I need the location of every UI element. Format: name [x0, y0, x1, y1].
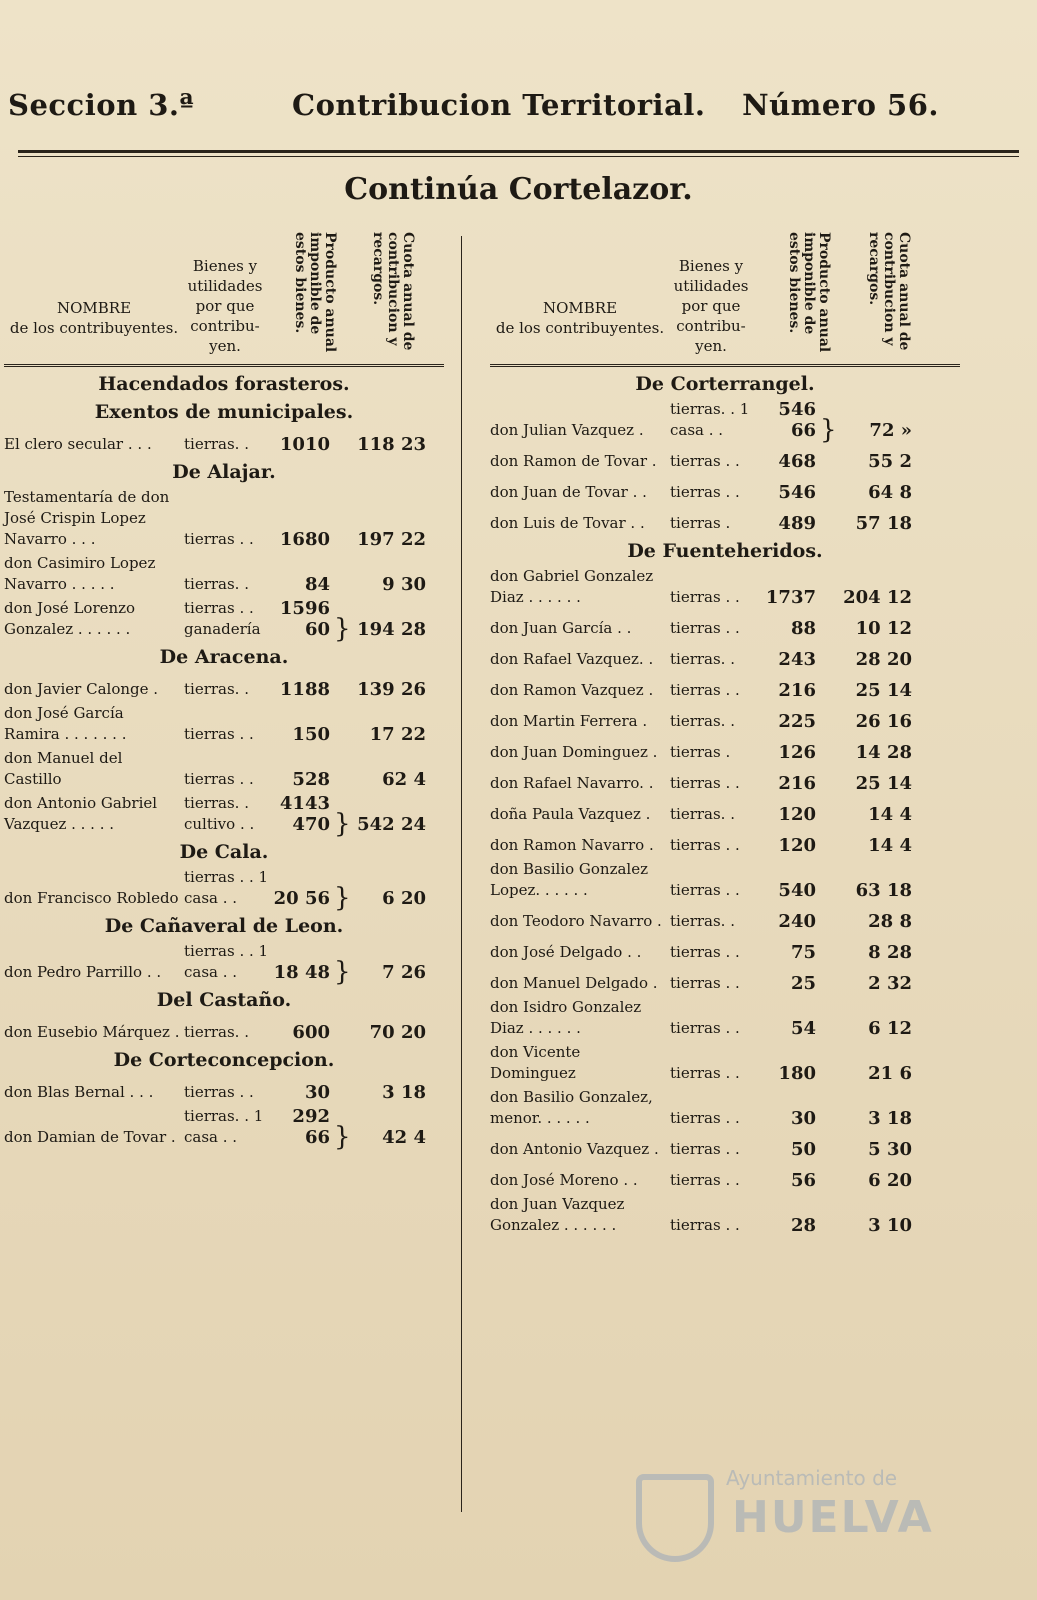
contributor-name: don Casimiro Lopez Navarro . . . . . [4, 554, 156, 593]
annual-product: 120 [778, 835, 816, 856]
table-row [490, 506, 960, 534]
watermark-line1: Ayuntamiento de [726, 1466, 898, 1490]
annual-product: 75 [790, 942, 816, 963]
annual-product: 56 [790, 1170, 816, 1191]
left-column [4, 232, 444, 1151]
contributor-name: don Francisco Robledo [4, 889, 179, 907]
annual-product: 150 [292, 724, 330, 745]
header-cuota: Cuota anual de contribucion y recargos. [370, 232, 416, 351]
contributor-name: don Juan Dominguez . [490, 743, 658, 761]
contributor-name: don Ramon Navarro . [490, 836, 654, 854]
annual-product: 292 66 [292, 1106, 330, 1148]
header-producto: Producto anual imponible de estos bienes. [292, 232, 338, 353]
property-type: tierras . . [184, 530, 254, 548]
header-bienes-line: contribu- [676, 317, 746, 335]
annual-product: 240 [778, 911, 816, 932]
contributor-name: don Ramon de Tovar . [490, 452, 657, 470]
contributor-name: don Damian de Tovar . [4, 1128, 176, 1146]
contributor-name: don Blas Bernal . . . [4, 1083, 154, 1101]
property-type: tierras. . [184, 435, 249, 453]
column-divider [461, 236, 462, 1512]
contributor-name: don Pedro Parrillo . . [4, 963, 162, 981]
header-rule [18, 150, 1019, 153]
property-type: tierras . . [670, 681, 740, 699]
annual-quota: 10 12 [855, 618, 912, 639]
contributor-name: don Gabriel Gonzalez Diaz . . . . . . [490, 567, 654, 606]
header-bienes-line: utilidades [187, 277, 263, 295]
contributor-name: don José Delgado . . [490, 943, 642, 961]
table-row [490, 1087, 960, 1129]
annual-product: 4143 470 [279, 793, 330, 835]
annual-quota: 3 18 [382, 1082, 426, 1103]
contributor-name: don Javier Calonge . [4, 680, 159, 698]
table-row [490, 475, 960, 503]
annual-quota: 62 4 [382, 769, 426, 790]
property-type: tierras . . [670, 1140, 740, 1158]
contributor-name: don José García Ramira . . . . . . . [4, 704, 127, 743]
brace: } [334, 614, 351, 644]
table-row [490, 1163, 960, 1191]
property-type: tierras . . [670, 1064, 740, 1082]
property-type: tierras . [670, 743, 731, 761]
table-row [490, 766, 960, 794]
annual-quota: 6 12 [868, 1018, 912, 1039]
annual-quota: 197 22 [357, 529, 426, 550]
contributor-name: don Luis de Tovar . . [490, 514, 645, 532]
right-rows [490, 373, 960, 1236]
shield-icon [636, 1474, 714, 1562]
place-heading: De Cala. [179, 841, 269, 863]
annual-quota: 72 » [869, 420, 912, 441]
annual-quota: 64 8 [868, 482, 912, 503]
page-title: Continúa Cortelazor. [344, 172, 693, 207]
annual-quota: 25 14 [855, 773, 912, 794]
place-heading: Exentos de municipales. [94, 401, 354, 423]
section-heading: Seccion 3.ª [8, 88, 195, 122]
annual-product: 28 [790, 1215, 816, 1236]
annual-product: 25 [790, 973, 816, 994]
property-type: tierras . . 1 casa . . [184, 942, 269, 981]
table-row [490, 642, 960, 670]
annual-quota: 118 23 [357, 434, 426, 455]
annual-product: 600 [292, 1022, 330, 1043]
annual-quota: 139 26 [357, 679, 426, 700]
table-row [4, 598, 444, 644]
table-row [490, 904, 960, 932]
header-rule-thin [18, 156, 1019, 157]
annual-product: 1596 60 [279, 598, 330, 640]
annual-product: 489 [778, 513, 816, 534]
table-row [490, 735, 960, 763]
table-row [4, 672, 444, 700]
table-row [490, 997, 960, 1039]
brace: } [334, 809, 351, 839]
property-type: tierras . . [670, 1109, 740, 1127]
left-rows [4, 373, 444, 1152]
contributor-name: don Rafael Navarro. . [490, 774, 654, 792]
annual-quota: 28 20 [855, 649, 912, 670]
property-type: tierras. . 1 casa . . [184, 1107, 264, 1146]
table-row [490, 673, 960, 701]
table-row [490, 444, 960, 472]
contributor-name: don Ramon Vazquez . [490, 681, 654, 699]
brace: } [820, 415, 837, 445]
annual-product: 216 [778, 773, 816, 794]
header-name-line2: de los contribuyentes. [495, 319, 665, 337]
annual-quota: 26 16 [855, 711, 912, 732]
annual-quota: 9 30 [382, 574, 426, 595]
annual-product: 120 [778, 804, 816, 825]
place-heading: Del Castaño. [156, 989, 292, 1011]
annual-product: 540 [778, 880, 816, 901]
property-type: tierras. . [184, 575, 249, 593]
annual-quota: 14 4 [868, 804, 912, 825]
contributor-name: don Antonio Vazquez . [490, 1140, 659, 1158]
property-type: tierras . . [670, 452, 740, 470]
place-heading: Hacendados forasteros. [98, 373, 350, 395]
annual-quota: 6 20 [382, 888, 426, 909]
property-type: tierras . . [184, 770, 254, 788]
annual-product: 50 [790, 1139, 816, 1160]
annual-quota: 57 18 [855, 513, 912, 534]
property-type: tierras. . [670, 912, 735, 930]
header-bienes-line: contribu- [190, 317, 260, 335]
annual-product: 546 66 [778, 399, 816, 441]
table-row [4, 427, 444, 455]
contributor-name: doña Paula Vazquez . [490, 805, 651, 823]
annual-product: 468 [778, 451, 816, 472]
property-type: tierras . . [184, 1083, 254, 1101]
table-row [490, 828, 960, 856]
table-row [4, 793, 444, 839]
table-row [490, 399, 960, 445]
property-type: tierras . . [670, 974, 740, 992]
contributor-name: El clero secular . . . [4, 435, 152, 453]
property-type: tierras . . [670, 1171, 740, 1189]
annual-product: 1188 [279, 679, 330, 700]
header-bienes-line: Bienes y [678, 257, 744, 275]
annual-product: 243 [778, 649, 816, 670]
contributor-name: don Basilio Gonzalez, menor. . . . . . [490, 1088, 653, 1127]
property-type: tierras. . [184, 680, 249, 698]
annual-product: 30 [304, 1082, 330, 1103]
header-bienes-line: por que [195, 297, 255, 315]
contributor-name: don Manuel del Castillo [4, 749, 123, 788]
property-type: tierras . [670, 514, 731, 532]
header-bienes-line: yen. [695, 337, 727, 355]
annual-quota: 7 26 [382, 962, 426, 983]
annual-product: 1010 [279, 434, 330, 455]
table-header [490, 232, 960, 367]
annual-quota: 2 32 [868, 973, 912, 994]
table-row [4, 1106, 444, 1152]
header-name-line1: NOMBRE [542, 299, 618, 317]
annual-product: 30 [790, 1108, 816, 1129]
contributor-name: don Martin Ferrera . [490, 712, 648, 730]
annual-quota: 63 18 [855, 880, 912, 901]
property-type: tierras . . [670, 774, 740, 792]
property-type: tierras . . [184, 725, 254, 743]
annual-quota: 42 4 [382, 1127, 426, 1148]
page-heading: Contribucion Territorial. [292, 88, 706, 122]
contributor-name: don José Moreno . . [490, 1171, 638, 1189]
place-heading: De Corterrangel. [635, 373, 815, 395]
table-row [490, 1194, 960, 1236]
table-row [490, 611, 960, 639]
property-type: tierras. . 1 casa . . [670, 400, 750, 439]
annual-quota: 3 18 [868, 1108, 912, 1129]
property-type: tierras. . [670, 650, 735, 668]
brace: } [334, 957, 351, 987]
property-type: tierras. . [670, 805, 735, 823]
header-bienes-line: yen. [209, 337, 241, 355]
place-heading: De Corteconcepcion. [113, 1049, 335, 1071]
contributor-name: don Vicente Dominguez [490, 1043, 581, 1082]
header-name-line1: NOMBRE [56, 299, 132, 317]
annual-quota: 25 14 [855, 680, 912, 701]
property-type: tierras. . [184, 1023, 249, 1041]
annual-quota: 6 20 [868, 1170, 912, 1191]
annual-quota: 21 6 [868, 1063, 912, 1084]
header-bienes [182, 256, 268, 356]
header-bienes [668, 256, 754, 356]
table-row [490, 859, 960, 901]
annual-product: 18 48 [273, 962, 330, 983]
place-heading: De Cañaveral de Leon. [104, 915, 344, 937]
contributor-name: don Eusebio Márquez . [4, 1023, 180, 1041]
annual-product: 528 [292, 769, 330, 790]
header-bienes-line: utilidades [673, 277, 749, 295]
contributor-name: don Teodoro Navarro . [490, 912, 662, 930]
annual-product: 84 [304, 574, 330, 595]
annual-product: 20 56 [273, 888, 330, 909]
table-row [490, 704, 960, 732]
table-row [4, 748, 444, 790]
annual-product: 180 [778, 1063, 816, 1084]
page-number: Número 56. [742, 88, 939, 122]
place-heading: De Aracena. [159, 646, 289, 668]
place-heading: De Fuenteheridos. [627, 540, 823, 562]
annual-quota: 17 22 [369, 724, 426, 745]
right-column [490, 232, 960, 1239]
property-type: tierras . . [670, 836, 740, 854]
property-type: tierras . . ganadería [184, 599, 261, 638]
annual-product: 546 [778, 482, 816, 503]
property-type: tierras . . 1 casa . . [184, 868, 269, 907]
annual-quota: 194 28 [357, 619, 426, 640]
place-heading: De Alajar. [172, 461, 276, 483]
header-cuota: Cuota anual de contribucion y recargos. [866, 232, 912, 351]
contributor-name: don Basilio Gonzalez Lopez. . . . . . [490, 860, 649, 899]
annual-quota: 28 8 [868, 911, 912, 932]
annual-product: 88 [790, 618, 816, 639]
table-row [490, 966, 960, 994]
annual-product: 225 [778, 711, 816, 732]
table-row [490, 566, 960, 608]
contributor-name: don Antonio Gabriel Vazquez . . . . . [4, 794, 158, 833]
table-row [4, 941, 444, 987]
header-bienes-line: por que [681, 297, 741, 315]
contributor-name: don Juan Vazquez Gonzalez . . . . . . [490, 1195, 625, 1234]
annual-product: 1737 [765, 587, 816, 608]
contributor-name: don José Lorenzo Gonzalez . . . . . . [4, 599, 136, 638]
annual-quota: 3 10 [868, 1215, 912, 1236]
header-name [490, 298, 670, 338]
watermark [636, 1466, 936, 1566]
table-row [490, 1132, 960, 1160]
contributor-name: don Rafael Vazquez. . [490, 650, 654, 668]
contributor-name: Testamentaría de don José Crispin Lopez Navarro . . . [4, 488, 170, 548]
table-row [490, 935, 960, 963]
annual-quota: 542 24 [357, 814, 426, 835]
annual-quota: 55 2 [868, 451, 912, 472]
table-row [4, 1075, 444, 1103]
property-type: tierras . . [670, 943, 740, 961]
brace: } [334, 883, 351, 913]
annual-product: 54 [790, 1018, 816, 1039]
annual-product: 216 [778, 680, 816, 701]
annual-quota: 8 28 [868, 942, 912, 963]
contributor-name: don Manuel Delgado . [490, 974, 658, 992]
annual-quota: 14 4 [868, 835, 912, 856]
table-header [4, 232, 444, 367]
contributor-name: don Julian Vazquez . [490, 421, 644, 439]
annual-product: 1680 [279, 529, 330, 550]
annual-product: 126 [778, 742, 816, 763]
header-name [4, 298, 184, 338]
property-type: tierras . . [670, 1019, 740, 1037]
header-name-line2: de los contribuyentes. [9, 319, 179, 337]
property-type: tierras . . [670, 483, 740, 501]
contributor-name: don Isidro Gonzalez Diaz . . . . . . [490, 998, 642, 1037]
table-row [4, 1015, 444, 1043]
annual-quota: 204 12 [843, 587, 912, 608]
table-row [4, 703, 444, 745]
property-type: tierras. . cultivo . . [184, 794, 255, 833]
watermark-line2: HUELVA [732, 1492, 934, 1543]
brace: } [334, 1122, 351, 1152]
header-producto: Producto anual imponible de estos bienes. [786, 232, 832, 353]
property-type: tierras . . [670, 619, 740, 637]
table-row [490, 1042, 960, 1084]
annual-quota: 5 30 [868, 1139, 912, 1160]
property-type: tierras . . [670, 588, 740, 606]
header-bienes-line: Bienes y [192, 257, 258, 275]
contributor-name: don Juan de Tovar . . [490, 483, 647, 501]
table-row [4, 487, 444, 550]
table-row [4, 553, 444, 595]
property-type: tierras. . [670, 712, 735, 730]
contributor-name: don Juan García . . [490, 619, 632, 637]
annual-quota: 70 20 [369, 1022, 426, 1043]
annual-quota: 14 28 [855, 742, 912, 763]
property-type: tierras . . [670, 881, 740, 899]
table-row [490, 797, 960, 825]
table-row [4, 867, 444, 913]
property-type: tierras . . [670, 1216, 740, 1234]
